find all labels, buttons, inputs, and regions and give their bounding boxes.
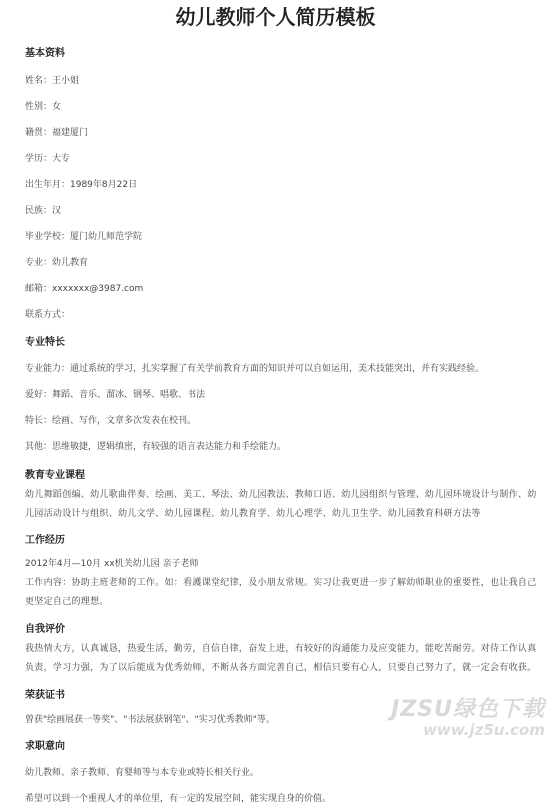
certificates-text: 曾获"绘画展获一等奖"、"书法展获钢笔"、"实习优秀教师"等。 <box>25 715 275 725</box>
field-birth: 出生年月：1989年8月22日 <box>25 180 138 190</box>
field-name: 姓名：王小姐 <box>25 76 80 86</box>
intent-position: 幼儿教师、亲子教师、育婴师等与本专业或特长相关行业。 <box>25 768 260 778</box>
self-text: 我热情大方，认真诚恳，热爱生活，勤劳，自信自律，奋发上进，有较好的沟通能力及应变能力，能吃苦耐劳。对待工作认真负责，学习力强，为了以后能成为优秀幼师，不断从各方面完善自己，相信只要有心人，只要自己努力了，就一定会有收获。 <box>25 644 537 673</box>
skills-ability: 专业能力：通过系统的学习，扎实掌握了有关学前教育方面的知识并可以自如运用，美术技能突出，并有实践经验。 <box>25 364 485 374</box>
field-origin: 籍贯：福建厦门 <box>25 128 89 138</box>
field-gender: 性别：女 <box>25 102 62 112</box>
skills-specialties: 特长：绘画、写作，文章多次发表在校刊。 <box>25 416 197 426</box>
watermark-logo-text: JZSU绿色下载 <box>391 697 545 722</box>
field-email: 邮箱：xxxxxxx@3987.com <box>25 284 144 294</box>
section-heading-certificates: 荣获证书 <box>25 690 65 701</box>
section-heading-self: 自我评价 <box>25 624 65 635</box>
work-period: 2012年4月—10月 xx机关幼儿园 亲子老师 <box>25 559 199 569</box>
courses-text: 幼儿舞蹈创编、幼儿歌曲伴奏、绘画、美工、琴法、幼儿园教法、教师口语、幼儿园组织与管理、幼儿园环境设计与制作、幼儿园活动设计与组织、幼儿文学、幼儿园课程、幼儿教育学、幼儿心理学、幼儿卫生学、幼儿园教育科研方法等 <box>25 490 537 519</box>
resume-body <box>0 34 551 804</box>
work-content: 工作内容：协助主班老师的工作。如：看護课堂纪律，及小朋友常规。实习让我更进一步了解幼师职业的重要性，也让我自己更坚定自己的理想。 <box>25 578 537 607</box>
skills-hobbies: 爱好：舞蹈、音乐、溜冰、钢琴、唱歌、书法 <box>25 390 206 400</box>
section-heading-basic: 基本资料 <box>25 48 65 59</box>
section-heading-work: 工作经历 <box>25 535 65 546</box>
field-contact: 联系方式： <box>25 310 71 320</box>
field-school: 毕业学校：厦门幼儿师范学院 <box>25 232 143 242</box>
section-heading-skills: 专业特长 <box>25 337 65 348</box>
watermark-url: www.jz5u.com <box>423 721 545 739</box>
skills-other: 其他：思维敏捷，逻辑缜密，有较强的语言表达能力和手绘能力。 <box>25 442 287 452</box>
field-ethnicity: 民族：汉 <box>25 206 62 216</box>
page-title: 幼儿教师个人简历模板 <box>175 5 376 29</box>
field-major: 专业：幼儿教育 <box>25 258 89 268</box>
intent-hope: 希望可以到一个重视人才的单位里，有一定的发展空间，能实现自身的价值。 <box>25 794 332 804</box>
field-education: 学历：大专 <box>25 154 71 164</box>
section-heading-intent: 求职意向 <box>25 741 65 752</box>
section-heading-courses: 教育专业课程 <box>25 470 85 481</box>
